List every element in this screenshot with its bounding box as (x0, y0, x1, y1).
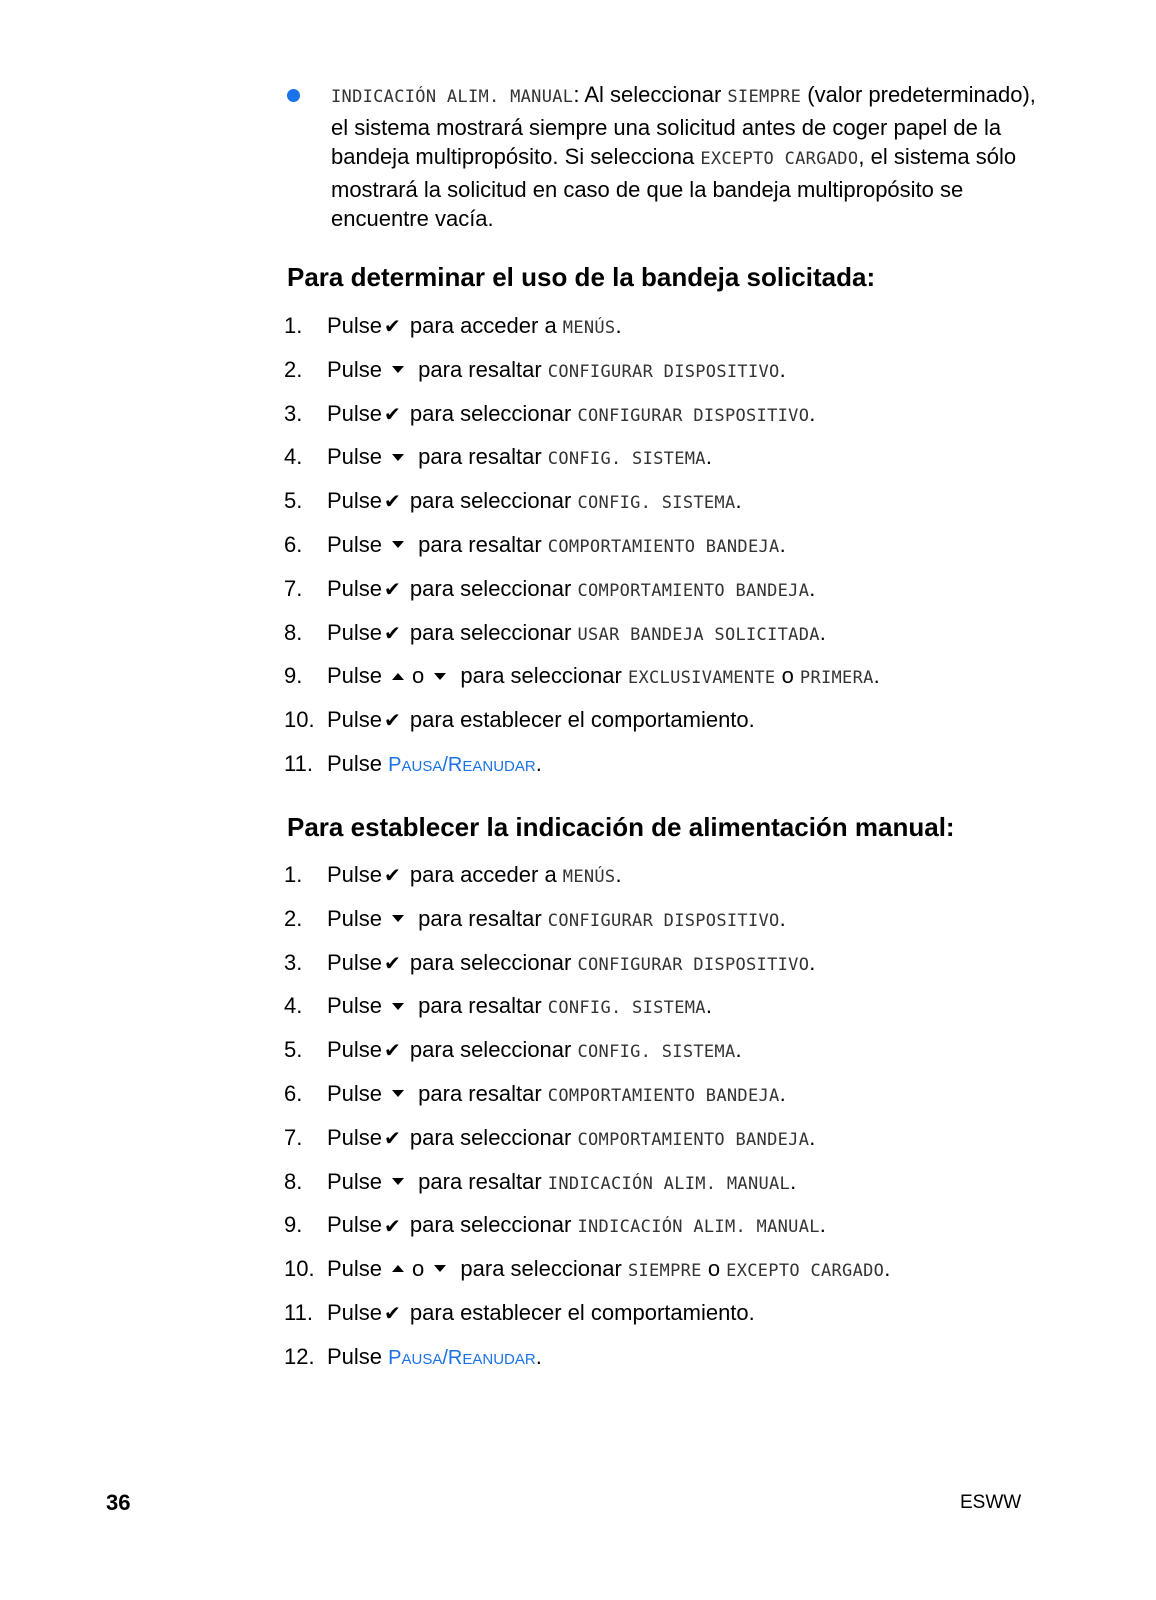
menu-term: CONFIG. SISTEMA (577, 1042, 736, 1063)
step-number: 8. (284, 1168, 303, 1194)
step-item (284, 401, 1084, 445)
down-arrow-icon (434, 1265, 446, 1272)
step-number: 7. (284, 575, 303, 601)
check-icon: ✔ (384, 710, 401, 733)
menu-term: CONFIGURAR DISPOSITIVO (577, 405, 810, 426)
step-text (327, 862, 622, 890)
key-slash: / (442, 1346, 448, 1369)
step-action: para seleccionar (403, 400, 578, 426)
step-action: para seleccionar (403, 575, 578, 601)
check-icon: ✔ (384, 952, 401, 975)
step-number: 3. (284, 949, 303, 975)
step-number: 7. (284, 1124, 303, 1150)
bullet-text (331, 80, 1047, 234)
step-pulse: Pulse (327, 1168, 383, 1194)
menu-term: CONFIG. SISTEMA (547, 998, 706, 1019)
step-action: para acceder a (403, 862, 563, 887)
step-text (327, 576, 815, 604)
step-action: para resaltar (412, 444, 548, 470)
step-item (284, 357, 1084, 401)
step-pulse: Pulse (327, 707, 383, 733)
step-text (327, 401, 815, 429)
step-item (284, 1169, 1084, 1213)
step-text (327, 488, 742, 516)
step-number: 11. (284, 1299, 313, 1325)
step-action: para seleccionar (403, 1124, 578, 1150)
step-item (284, 663, 1084, 707)
step-end: . (809, 400, 816, 426)
step-action: para seleccionar (403, 619, 578, 645)
step-pulse: Pulse (327, 444, 383, 470)
step-item (284, 993, 1084, 1037)
step-pulse: Pulse (327, 949, 383, 975)
step-text (327, 1212, 826, 1240)
check-icon: ✔ (384, 1040, 401, 1063)
menu-term: MENÚS (562, 318, 616, 338)
step-end: . (535, 750, 542, 776)
menu-term: CONFIGURAR DISPOSITIVO (547, 910, 780, 931)
step-item (284, 313, 1084, 357)
step-end: . (779, 905, 786, 931)
step-pulse: Pulse (327, 1124, 383, 1150)
step-item (284, 1256, 1084, 1300)
check-icon: ✔ (384, 1215, 401, 1238)
step-number: 6. (284, 531, 303, 557)
step-action: para seleccionar (403, 1037, 578, 1063)
step-item (284, 950, 1084, 994)
step-action: para seleccionar (403, 1212, 578, 1238)
down-arrow-icon (392, 915, 404, 922)
step-item (284, 906, 1084, 950)
bullet-dot-icon (287, 89, 300, 102)
down-arrow-icon (392, 454, 404, 461)
step-text (327, 906, 786, 934)
key-rest: AUSA (401, 1350, 443, 1368)
step-item (284, 862, 1084, 906)
key-rest: EANUDAR (462, 1350, 536, 1368)
step-item (284, 1081, 1084, 1125)
step-pulse: Pulse (327, 1343, 389, 1369)
step-end: . (705, 444, 712, 470)
step-number: 2. (284, 905, 303, 931)
term: EXCEPTO CARGADO (700, 149, 859, 169)
step-pulse: Pulse (327, 575, 383, 601)
step-end: . (819, 619, 826, 645)
step-action: para acceder a (403, 313, 563, 338)
check-icon: ✔ (384, 622, 401, 645)
step-text (327, 1125, 815, 1153)
step-end: . (809, 1124, 816, 1150)
manual-feed-bullet (287, 80, 1047, 234)
step-pulse: Pulse (327, 531, 383, 557)
step-pulse: Pulse (327, 488, 383, 514)
step-end: . (819, 1212, 826, 1238)
step-number: 10. (284, 1256, 315, 1282)
check-icon: ✔ (384, 865, 401, 888)
step-end: . (615, 313, 622, 338)
step-end: . (790, 1168, 797, 1194)
step-action: para resaltar (412, 993, 548, 1019)
up-arrow-icon (392, 1265, 404, 1272)
step-pulse: Pulse (327, 993, 383, 1019)
check-icon: ✔ (384, 578, 401, 601)
step-action: para seleccionar (403, 949, 578, 975)
step-number: 8. (284, 619, 303, 645)
step-pulse: Pulse (327, 905, 383, 931)
step-action: para seleccionar (403, 488, 578, 514)
step-or: o (412, 663, 425, 689)
menu-term: CONFIGURAR DISPOSITIVO (577, 954, 810, 975)
step-end: . (735, 1037, 742, 1063)
menu-term: EXCEPTO CARGADO (726, 1261, 885, 1282)
step-text (327, 444, 712, 472)
term: SIEMPRE (727, 87, 802, 107)
step-conj: o (775, 663, 800, 689)
steps-list-tray-use (284, 313, 1084, 795)
key-initial: P (388, 1346, 402, 1369)
step-number: 1. (284, 862, 303, 887)
step-pulse: Pulse (327, 663, 383, 689)
step-item (284, 707, 1084, 751)
step-action: para resaltar (412, 905, 548, 931)
step-pulse: Pulse (327, 1080, 383, 1106)
step-action: para resaltar (412, 1168, 548, 1194)
step-item (284, 488, 1084, 532)
step-text (327, 993, 712, 1021)
step-number: 1. (284, 313, 303, 338)
step-text (327, 1169, 796, 1197)
step-end: . (779, 1080, 786, 1106)
step-pulse: Pulse (327, 356, 383, 382)
menu-term: MENÚS (562, 867, 616, 887)
step-action: para resaltar (412, 531, 548, 557)
text: : Al seleccionar (573, 82, 728, 107)
down-arrow-icon (392, 1178, 404, 1185)
step-number: 10. (284, 707, 315, 733)
menu-term: EXCLUSIVAMENTE (627, 668, 776, 689)
key-rest: AUSA (401, 757, 443, 775)
menu-term: COMPORTAMIENTO BANDEJA (577, 580, 810, 601)
step-number: 3. (284, 400, 303, 426)
menu-term: INDICACIÓN ALIM. MANUAL (577, 1217, 820, 1238)
check-icon: ✔ (384, 403, 401, 426)
step-end: . (735, 488, 742, 514)
step-item (284, 532, 1084, 576)
step-text (327, 357, 786, 385)
menu-term: CONFIG. SISTEMA (577, 493, 736, 514)
step-number: 6. (284, 1080, 303, 1106)
menu-term: CONFIG. SISTEMA (547, 449, 706, 470)
step-number: 11. (284, 750, 313, 776)
step-item (284, 576, 1084, 620)
step-end: . (615, 862, 622, 887)
step-end: . (809, 575, 816, 601)
menu-term: INDICACIÓN ALIM. MANUAL (547, 1173, 791, 1194)
step-number: 2. (284, 356, 303, 382)
text: , el sistema sólo mostrará la solicitud en caso de que la bandeja multipropósito se encuentre vacía. (331, 144, 1017, 231)
step-action: para seleccionar (454, 1256, 628, 1282)
step-item (284, 620, 1084, 664)
step-text (327, 620, 826, 648)
pause-resume-key (388, 754, 536, 776)
down-arrow-icon (392, 541, 404, 548)
step-end: . (779, 531, 786, 557)
up-arrow-icon (392, 673, 404, 680)
step-item (284, 1344, 1084, 1388)
menu-term: COMPORTAMIENTO BANDEJA (547, 1085, 780, 1106)
step-end: . (873, 663, 880, 689)
step-number: 5. (284, 1037, 303, 1063)
section-heading-manual-feed: Para establecer la indicación de alimentación manual: (287, 812, 955, 842)
step-item (284, 751, 1084, 795)
check-icon: ✔ (384, 491, 401, 514)
step-text (327, 751, 542, 780)
key-slash: / (442, 753, 448, 776)
key-rest: EANUDAR (462, 757, 536, 775)
step-text (327, 313, 622, 341)
step-end: . (809, 949, 816, 975)
check-icon: ✔ (384, 1127, 401, 1150)
step-number: 5. (284, 488, 303, 514)
down-arrow-icon (392, 1090, 404, 1097)
step-action: para resaltar (412, 356, 548, 382)
page-number: 36 (106, 1490, 131, 1515)
down-arrow-icon (434, 673, 446, 680)
step-text (327, 532, 786, 560)
step-item (284, 1300, 1084, 1344)
pause-resume-key (388, 1347, 536, 1369)
text: (valor predeterminado), el sistema mostrará siempre una solicitud antes de coger papel de la bandeja multipropósito. Si selecciona (331, 82, 1036, 169)
step-item (284, 1037, 1084, 1081)
step-number: 12. (284, 1343, 315, 1369)
step-number: 9. (284, 1212, 303, 1238)
step-end: . (884, 1256, 891, 1282)
step-end: . (705, 993, 712, 1019)
step-end: . (535, 1343, 542, 1369)
menu-term: COMPORTAMIENTO BANDEJA (577, 1129, 810, 1150)
step-pulse: Pulse (327, 1256, 383, 1282)
key-initial: P (388, 753, 402, 776)
step-item (284, 1212, 1084, 1256)
step-action: para establecer el comportamiento. (403, 1299, 755, 1325)
step-text (327, 1081, 786, 1109)
menu-term: CONFIGURAR DISPOSITIVO (547, 361, 780, 382)
step-text (327, 1300, 755, 1327)
step-text (327, 950, 815, 978)
step-text (327, 1344, 542, 1373)
step-conj: o (701, 1256, 727, 1282)
step-action: para seleccionar (454, 663, 628, 689)
step-text (327, 707, 755, 734)
step-or: o (412, 1256, 425, 1282)
step-pulse: Pulse (327, 1037, 383, 1063)
step-pulse: Pulse (327, 750, 389, 776)
step-pulse: Pulse (327, 313, 383, 338)
step-number: 9. (284, 663, 303, 689)
step-item (284, 444, 1084, 488)
check-icon: ✔ (384, 1303, 401, 1326)
step-end: . (779, 356, 786, 382)
step-text (327, 1037, 742, 1065)
step-number: 4. (284, 993, 303, 1019)
key-initial: R (447, 753, 463, 776)
step-pulse: Pulse (327, 862, 383, 887)
down-arrow-icon (392, 1003, 404, 1010)
menu-term: SIEMPRE (627, 1261, 702, 1282)
step-number: 4. (284, 444, 303, 470)
menu-term: USAR BANDEJA SOLICITADA (577, 624, 820, 645)
down-arrow-icon (392, 366, 404, 373)
step-pulse: Pulse (327, 1212, 383, 1238)
menu-term: PRIMERA (799, 668, 874, 689)
key-initial: R (447, 1346, 463, 1369)
step-pulse: Pulse (327, 619, 383, 645)
step-item (284, 1125, 1084, 1169)
doc-code: ESWW (960, 1492, 1022, 1513)
section-heading-tray-use: Para determinar el uso de la bandeja solicitada: (287, 262, 876, 292)
step-pulse: Pulse (327, 1299, 383, 1325)
step-action: para establecer el comportamiento. (403, 707, 755, 733)
check-icon: ✔ (384, 316, 401, 339)
steps-list-manual-feed (284, 862, 1084, 1388)
step-pulse: Pulse (327, 400, 383, 426)
step-text (327, 663, 880, 691)
term: INDICACIÓN ALIM. MANUAL (331, 87, 574, 107)
menu-term: COMPORTAMIENTO BANDEJA (547, 536, 780, 557)
step-text (327, 1256, 890, 1284)
step-action: para resaltar (412, 1080, 548, 1106)
